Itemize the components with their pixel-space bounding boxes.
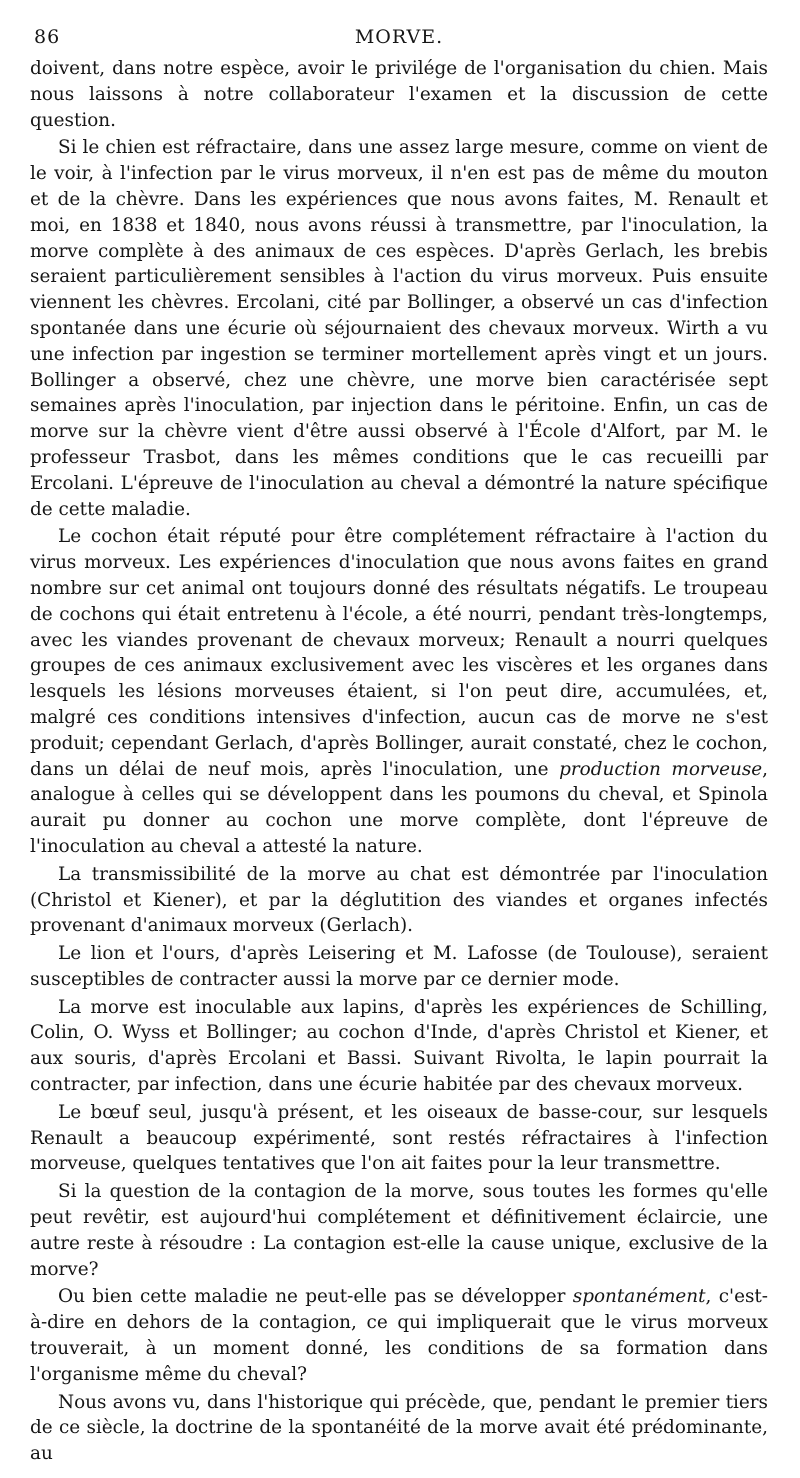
paragraph-pigs: Le cochon était réputé pour être complétement réfractaire à l'action du virus morveux. Les expériences d'inoculation que nous avons faites en grand nombre sur cet animal ont toujours donné des résultats négatifs. Le troupeau de cochons qui était entretenu à l'école, a été nourri, pendant très-longtemps, avec les viandes provenant de chevaux morveux; Renault a nourri quelques groupes de ces animaux exclusivement avec les viscères et les organes dans lesquels les lésions morveuses étaient, si l'on peut dire, accumulées, et, malgré ces conditions intensives d'infection, aucun cas de morve ne s'est produit; cependant Gerlach, d'après Bollinger, aurait constaté, chez le cochon, dans un délai de neuf mois, après l'inoculation, une production morveuse, analogue à celles qui se développent dans les poumons du cheval, et Spinola aurait pu donner au cochon une morve complète, dont l'épreuve de l'inoculation au cheval a attesté la nature.	[30, 526, 769, 857]
paragraph-spontaneity-question: Ou bien cette maladie ne peut-elle pas se développer spontanément, c'est-à-dire en dehors de la contagion, ce qui impliquerait que le virus morveux trouverait, à un moment donné, les conditions de sa formation dans l'organisme même du cheval?	[30, 1286, 768, 1385]
paragraph-continued: doivent, dans notre espèce, avoir le privilége de l'organisation du chien. Mais nous laissons à notre collaborateur l'examen et la discussion de cette question.	[30, 58, 768, 131]
book-page	[30, 26, 768, 1467]
page-number: 86	[34, 26, 61, 48]
emphasis-spontanement: spontanément	[572, 1286, 706, 1308]
paragraph-contagion-question: Si la question de la contagion de la morve, sous toutes les formes qu'elle peut revêtir, est aujourd'hui complétement et définitivement éclaircie, une autre reste à résoudre : La contagion est-elle la cause unique, exclusive de la morve?	[30, 1181, 768, 1280]
paragraph-history: Nous avons vu, dans l'historique qui précède, que, pendant le premier tiers de ce siècle, la doctrine de la spontanéité de la morve avait été prédominante, au	[30, 1391, 768, 1465]
paragraph-lion-and-bear: Le lion et l'ours, d'après Leisering et M. Lafosse (de Toulouse), seraient susceptibles de contracter aussi la morve par ce dernier mode.	[30, 943, 768, 990]
running-title: MORVE.	[354, 26, 444, 48]
paragraph-ox-and-poultry: Le bœuf seul, jusqu'à présent, et les oiseaux de basse-cour, sur lesquels Renault a beaucoup expérimenté, sont restés réfractaires à l'infection morveuse, quelques tentatives que l'on ait faites pour la leur transmettre.	[30, 1101, 768, 1175]
paragraph-cats: La transmissibilité de la morve au chat est démontrée par l'inoculation (Christol et Kiener), et par la déglutition des viandes et organes infectés provenant d'animaux morveux (Gerlach).	[30, 863, 768, 937]
emphasis-production-morveuse: production morveuse	[559, 758, 763, 780]
body-text	[30, 56, 768, 1467]
paragraph-sheep-and-goats: Si le chien est réfractaire, dans une assez large mesure, comme on vient de le voir, à l'infection par le virus morveux, il n'en est pas de même du mouton et de la chèvre. Dans les expériences que nous avons faites, M. Renault et moi, en 1838 et 1840, nous avons réussi à transmettre, par l'inoculation, la morve complète à des animaux de ces espèces. D'après Gerlach, les brebis seraient particulièrement sensibles à l'action du virus morveux. Puis ensuite viennent les chèvres. Ercolani, cité par Bollinger, a observé un cas d'infection spontanée dans une écurie où séjournaient des chevaux morveux. Wirth a vu une infection par ingestion se terminer mortellement après vingt et un jours. Bollinger a observé, chez une chèvre, une morve bien caractérisée sept semaines après l'inoculation, par injection dans le péritoine. Enfin, un cas de morve sur la chèvre vient d'être aussi observé à l'École d'Alfort, par M. le professeur Trasbot, dans les mêmes conditions que le cas recueilli par Ercolani. L'épreuve de l'inoculation au cheval a démontré la nature spécifique de cette maladie.	[30, 137, 768, 520]
paragraph-rabbits: La morve est inoculable aux lapins, d'après les expériences de Schilling, Colin, O. Wyss et Bollinger; au cochon d'Inde, d'après Christol et Kiener, et aux souris, d'après Ercolani et Bassi. Suivant Rivolta, le lapin pourrait la contracter, par infection, dans une écurie habitée par des chevaux morveux.	[30, 996, 768, 1096]
running-header	[30, 26, 768, 56]
